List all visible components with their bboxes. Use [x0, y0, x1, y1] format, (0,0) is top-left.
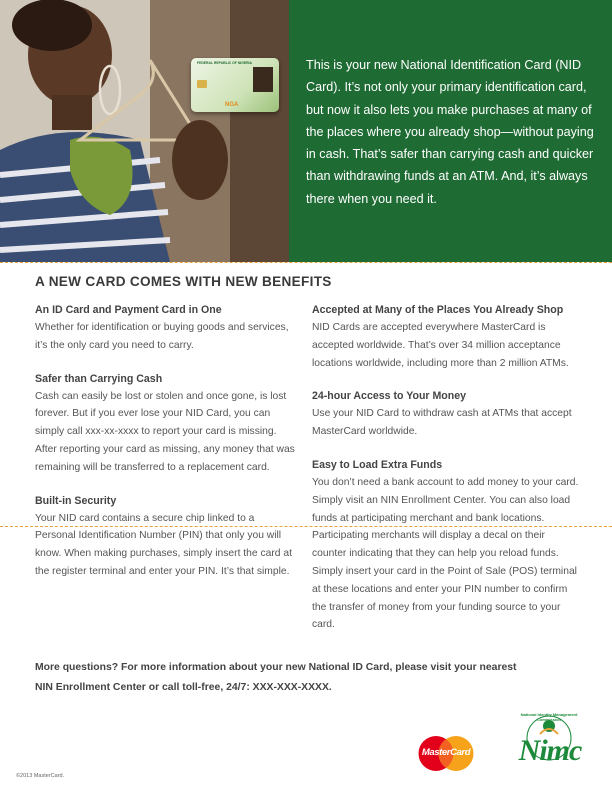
intro-panel: [289, 0, 612, 262]
benefit-body: Cash can easily be lost or stolen and once gone, is lost forever. But if you ever lose your NID Card, you can simply call xxx-xx-xxxx to report your card is missing. After reporting your card as missing, any money that was remaining will be transferred to a replacement card.: [35, 390, 295, 473]
divider-middle: [0, 526, 612, 527]
footer-line-2: NIN Enrollment Center or call toll-free, 24/7: XXX-XXX-XXXX.: [35, 681, 332, 693]
benefit-body: Your NID card contains a secure chip linked to a Personal Identification Number (PIN) that only you will know. When making purchases, simply insert the card at the register terminal and enter your PIN. It’s that simple.: [35, 512, 292, 577]
benefit-title: 24-hour Access to Your Money: [312, 390, 467, 403]
benefit-id-and-payment: [35, 303, 297, 355]
benefit-built-in-security: [35, 494, 297, 581]
benefits-left-column: [35, 303, 297, 598]
nid-card: [191, 58, 279, 112]
benefit-title: Built-in Security: [35, 494, 117, 507]
intro-text: This is your new National Identification Card (NID Card). It’s not only your primary identification card, but now it also lets you make purchases at many of the places where you already shop—without paying in cash. That’s safer than carrying cash and quicker than withdrawing funds at an ATM. And, it’s always there when you need it.: [306, 58, 594, 206]
card-chip: [197, 80, 207, 88]
card-photo: [253, 67, 273, 92]
divider-top: [0, 262, 612, 263]
benefit-body: You don’t need a bank account to add money to your card. Simply visit an NIN Enrollment Center. You can also load funds at participating merchant and bank locations. Participating merchants will display a decal on their counter indicating that they can help you reload funds. Simply insert your card in the Point of Sale (POS) terminal at these locations and enter your PIN number to confirm the transfer of money from your funding source to your card.: [312, 476, 579, 631]
nimc-ring-text: National Identity Management Commission: [520, 712, 578, 722]
benefit-body: NID Cards are accepted everywhere MasterCard is accepted worldwide. That’s over 34 million acceptance locations worldwide, including more than 2 million ATMs.: [312, 322, 569, 369]
nimc-wordmark: Nimc: [518, 734, 582, 767]
copyright-text: ©2013 MasterCard.: [16, 773, 65, 779]
mastercard-wordmark: MasterCard: [421, 747, 471, 758]
page-headline: A NEW CARD COMES WITH NEW BENEFITS: [35, 274, 332, 289]
footer-line-1: More questions? For more information about your new National ID Card, please visit your nearest: [35, 662, 517, 673]
hero-photo: [0, 0, 289, 262]
benefit-title: Accepted at Many of the Places You Already Shop: [312, 304, 564, 316]
benefit-title: Easy to Load Extra Funds: [312, 458, 443, 471]
mastercard-logo: [416, 735, 476, 772]
benefit-title: An ID Card and Payment Card in One: [35, 304, 222, 316]
woman-with-card-illustration: [0, 0, 289, 262]
benefits-right-column: [312, 303, 582, 651]
hero-section: [0, 0, 612, 262]
benefit-body: Use your NID Card to withdraw cash at ATMs that accept MasterCard worldwide.: [312, 408, 572, 438]
benefit-title: Safer than Carrying Cash: [35, 372, 163, 385]
benefit-easy-to-load: [312, 458, 582, 634]
card-header-text: FEDERAL REPUBLIC OF NIGERIA: [197, 61, 252, 65]
nimc-logo: [500, 712, 598, 776]
card-country-text: NGA: [225, 102, 239, 108]
benefit-24-hour-access: [312, 389, 582, 441]
benefit-safer-than-cash: [35, 372, 297, 477]
benefit-accepted-widely: [312, 303, 582, 372]
benefit-body: Whether for identification or buying goods and services, it’s the only card you need to carry.: [35, 322, 289, 351]
more-questions: [35, 658, 575, 697]
